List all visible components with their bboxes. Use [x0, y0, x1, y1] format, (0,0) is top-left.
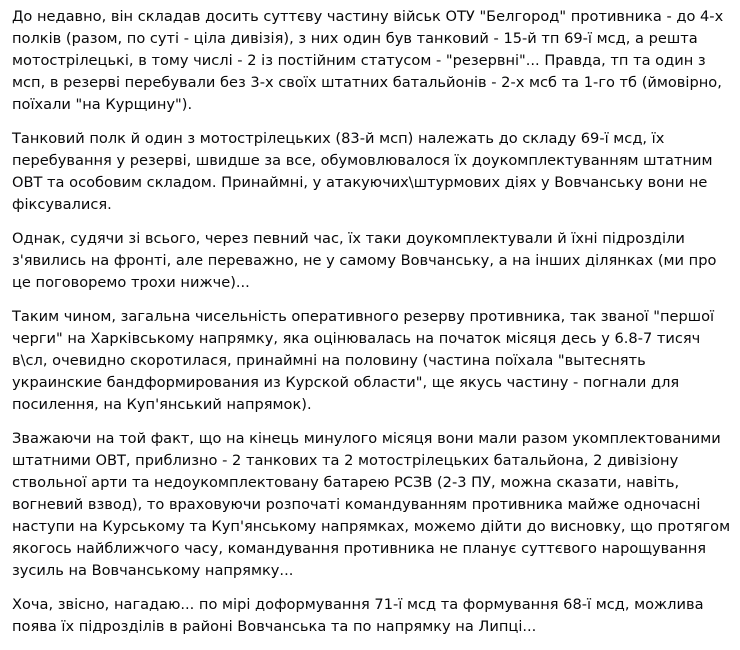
paragraph-2: Танковий полк й один з мотострілецьких (83-й мсп) належать до складу 69-ї мсд, їх перебування у резерві, швидше за все, обумовлювалося їх доукомплектуванням штатним ОВТ та особовим складом. Принаймні, у атакуючих\штурмових діях у Вовчанську вони не фіксувалися.: [12, 130, 713, 213]
paragraph-1: До недавно, він складав досить суттєву частину військ ОТУ "Белгород" противника - до 4-х полків (разом, по суті - ціла дивізія), з них один був танковий - 15-й тп 69-ї мсд, а решта мотострілецькі, в тому числі - 2 із постійним статусом - "резервні"... Правда, тп та один з мсп, в резерві перебували без 3-х своїх штатних батальйонів - 2-х мсб та 1-го тб (ймовірно, поїхали "на Курщину").: [12, 8, 724, 113]
paragraph-3: Однак, судячи зі всього, через певний час, їх таки доукомплектували й їхні підрозділи з'явились на фронті, але переважно, не у самому Вовчанську, а на інших ділянках (ми про це поговоремо трохи нижче)...: [12, 230, 717, 291]
paragraph-4: Таким чином, загальна чисельність оперативного резерву противника, так званої "першої черги" на Харківському напрямку, яка оцінювалась на початок місяця десь у 6.8-7 тисяч в\сл, очевидно скоротилася, принаймні на половину (частина поїхала "вытеснять украинские бандформирования из Курской области", ще якусь частину - погнали для посилення, на Куп'янський напрямок).: [12, 308, 715, 413]
post-text-body: [12, 6, 734, 650]
paragraph-6: Хоча, звісно, нагадаю... по мірі доформування 71-ї мсд та формування 68-ї мсд, можлива поява їх підрозділів в районі Вовчанська та по напрямку на Липці...: [12, 596, 704, 635]
paragraph-5: Зважаючи на той факт, що на кінець минулого місяця вони мали разом укомплектованими штатними ОВТ, приблизно - 2 танкових та 2 мотострілецьких батальйона, 2 дивізіону ствольної арти та недоукомплектовану батарею РСЗВ (2-3 ПУ, можна сказати, навіть, вогневий взвод), то враховуючи розпочаті командуванням противника майже одночасні наступи на Курському та Куп'янському напрямках, можемо дійти до висновку, що протягом якогось найближчого часу, командування противника не планує суттєвого нарощування зусиль на Вовчанському напрямку...: [12, 430, 731, 579]
